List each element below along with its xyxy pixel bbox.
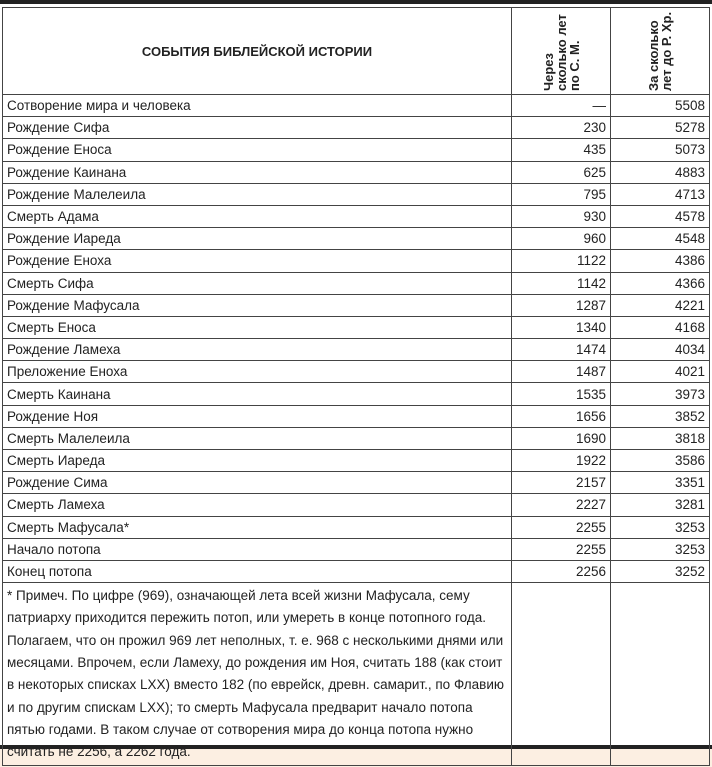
table-header	[3, 8, 710, 95]
cell-years-before-christ: 3253	[611, 538, 710, 560]
cell-years-before-christ: 4883	[611, 161, 710, 183]
table-row	[3, 294, 710, 316]
cell-years-before-christ: 4034	[611, 339, 710, 361]
cell-years-before-christ: 5073	[611, 139, 710, 161]
cell-years-before-christ: 3852	[611, 405, 710, 427]
cell-years-before-christ: 3281	[611, 494, 710, 516]
cell-years-before-christ: 4021	[611, 361, 710, 383]
cell-years-since-creation: 1690	[512, 427, 611, 449]
note-row	[3, 583, 710, 766]
cell-event: Смерть Сифа	[3, 272, 512, 294]
table-row	[3, 516, 710, 538]
cell-event: Начало потопа	[3, 538, 512, 560]
header-years-since-creation: Через сколько лет по С. М.	[512, 8, 611, 95]
table-row	[3, 538, 710, 560]
cell-years-before-christ: 4713	[611, 183, 710, 205]
table-row	[3, 205, 710, 227]
cell-years-before-christ: 3818	[611, 427, 710, 449]
cell-years-before-christ: 3252	[611, 560, 710, 582]
table-row	[3, 494, 710, 516]
cell-years-since-creation: 1142	[512, 272, 611, 294]
table-row	[3, 450, 710, 472]
cell-years-since-creation: 1535	[512, 383, 611, 405]
table-row	[3, 405, 710, 427]
cell-years-since-creation: 435	[512, 139, 611, 161]
empty-cell	[611, 583, 710, 766]
cell-years-since-creation: 795	[512, 183, 611, 205]
cell-years-before-christ: 4578	[611, 205, 710, 227]
table-row	[3, 183, 710, 205]
cell-years-before-christ: 4386	[611, 250, 710, 272]
cell-event: Смерть Ламеха	[3, 494, 512, 516]
cell-years-since-creation: 2157	[512, 472, 611, 494]
cell-years-since-creation: 1922	[512, 450, 611, 472]
cell-years-before-christ: 4366	[611, 272, 710, 294]
cell-years-since-creation: 2256	[512, 560, 611, 582]
cell-years-since-creation: 230	[512, 117, 611, 139]
table-row	[3, 316, 710, 338]
cell-event: Смерть Адама	[3, 205, 512, 227]
header-years-before-christ: За сколько лет до Р. Хр.	[611, 8, 710, 95]
table-row	[3, 383, 710, 405]
cell-years-before-christ: 5278	[611, 117, 710, 139]
cell-event: Рождение Еноха	[3, 250, 512, 272]
table-row	[3, 228, 710, 250]
cell-years-since-creation: 1340	[512, 316, 611, 338]
table-row	[3, 139, 710, 161]
table-row	[3, 161, 710, 183]
cell-years-since-creation: 930	[512, 205, 611, 227]
cell-years-since-creation: 1656	[512, 405, 611, 427]
cell-years-since-creation: 2255	[512, 538, 611, 560]
cell-event: Смерть Каинана	[3, 383, 512, 405]
cell-event: Смерть Иареда	[3, 450, 512, 472]
chronology-table	[2, 7, 710, 766]
table-row	[3, 427, 710, 449]
cell-years-since-creation: 960	[512, 228, 611, 250]
table-row	[3, 272, 710, 294]
cell-event: Смерть Мафусала*	[3, 516, 512, 538]
table-row	[3, 472, 710, 494]
table-row	[3, 339, 710, 361]
cell-event: Рождение Сима	[3, 472, 512, 494]
cell-event: Смерть Еноса	[3, 316, 512, 338]
cell-years-before-christ: 4548	[611, 228, 710, 250]
table-row	[3, 361, 710, 383]
cell-event: Рождение Сифа	[3, 117, 512, 139]
cell-event: Рождение Иареда	[3, 228, 512, 250]
table-row	[3, 95, 710, 117]
table-row	[3, 117, 710, 139]
cell-years-since-creation: 1487	[512, 361, 611, 383]
cell-years-before-christ: 4168	[611, 316, 710, 338]
cell-years-since-creation: 1122	[512, 250, 611, 272]
cell-years-since-creation: 625	[512, 161, 611, 183]
cell-event: Рождение Мафусала	[3, 294, 512, 316]
table-row	[3, 560, 710, 582]
table-row	[3, 250, 710, 272]
empty-cell	[512, 583, 611, 766]
cell-event: Рождение Ноя	[3, 405, 512, 427]
cell-event: Рождение Каинана	[3, 161, 512, 183]
cell-event: Смерть Малелеила	[3, 427, 512, 449]
cell-years-before-christ: 5508	[611, 95, 710, 117]
cell-years-since-creation: 2255	[512, 516, 611, 538]
cell-event: Рождение Ламеха	[3, 339, 512, 361]
cell-years-before-christ: 4221	[611, 294, 710, 316]
header-events: СОБЫТИЯ БИБЛЕЙСКОЙ ИСТОРИИ	[3, 8, 512, 95]
cell-years-before-christ: 3351	[611, 472, 710, 494]
cell-event: Рождение Малелеила	[3, 183, 512, 205]
cell-years-since-creation: —	[512, 95, 611, 117]
cell-event: Сотворение мира и человека	[3, 95, 512, 117]
cell-event: Преложение Еноха	[3, 361, 512, 383]
footnote: * Примеч. По цифре (969), означающей лета всей жизни Мафусала, сему патриарху приходится пережить потоп, или умереть в конце потопного года. Полагаем, что он прожил 969 лет неполных, т. е. 968 с несколькими днями или месяцами. Впрочем, если Ламеху, до рождения им Ноя, считать 188 (как стоит в некоторых списках LXX) вместо 182 (по еврейск, древн. самарит., по Флавию и по другим спискам LXX); то смерть Мафусала предварит начало потопа пятью годами. В таком случае от сотворения мира до конца потопа нужно считать не 2256, а 2262 года.	[3, 583, 512, 766]
cell-years-before-christ: 3253	[611, 516, 710, 538]
cell-years-since-creation: 1287	[512, 294, 611, 316]
cell-years-since-creation: 1474	[512, 339, 611, 361]
cell-event: Конец потопа	[3, 560, 512, 582]
cell-years-since-creation: 2227	[512, 494, 611, 516]
cell-years-before-christ: 3973	[611, 383, 710, 405]
cell-event: Рождение Еноса	[3, 139, 512, 161]
cell-years-before-christ: 3586	[611, 450, 710, 472]
